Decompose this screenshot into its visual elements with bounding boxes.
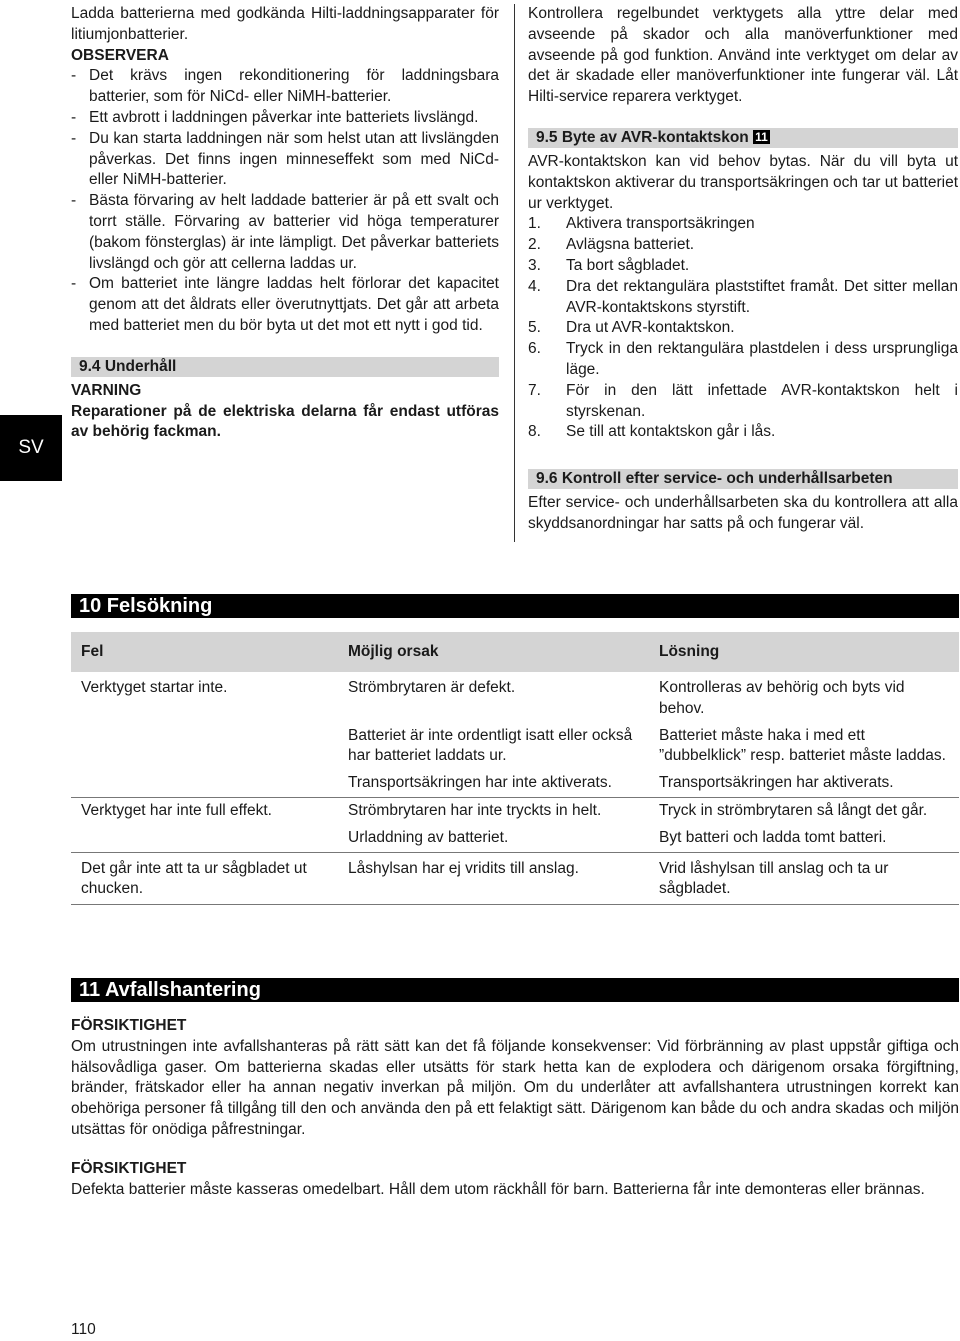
note-title: OBSERVERA — [71, 46, 169, 64]
right-column — [528, 4, 958, 535]
solution-cell: Byt batteri och ladda tomt batteri. — [659, 828, 887, 846]
fault-cell — [71, 723, 338, 771]
section-9-5-text: AVR-kontaktskon kan vid behov bytas. När du vill byta ut kontaktskon aktiverar du transportsäkringen och tar ut batteriet ur verktyget. — [528, 152, 958, 212]
solution-cell: Vrid låshylsan till anslag och ta ur sågbladet. — [649, 852, 959, 905]
page-number: 110 — [71, 1321, 96, 1338]
fault-cell: Verktyget startar inte. — [81, 679, 228, 696]
note-item: - Bästa förvaring av helt laddade batterier är på ett svalt och torrt ställe. Förvaring av batterier vid höga temperaturer (bakom fönsterglas) är inte lämpligt. Det påverkar batteriets livslängd och gör att cellerna laddas ur. — [71, 191, 499, 274]
chapter-10-title: 10 Felsökning — [79, 595, 213, 617]
troubleshooting-table — [71, 632, 959, 905]
fault-cell — [71, 770, 338, 797]
chapter-11-heading — [71, 978, 959, 1002]
table-row — [71, 797, 959, 824]
solution-cell: Batteriet måste haka i med ett ”dubbelklick” resp. batteriet måste laddas. — [659, 726, 946, 765]
section-9-5-title: 9.5 Byte av AVR-kontaktskon — [536, 128, 749, 146]
left-column — [71, 4, 499, 443]
caution-text: Om utrustningen inte avfallshanteras på rätt sätt kan det få följande konsekvenser: Vid förbränning av plast uppstår giftiga och hälsovådliga gaser. Om batterierna skadas eller utsätts för stark hetta kan de explodera och därigenom orsaka förgiftning, bränder, frätskador eller ha annan negativ inverkan på miljön. Om du underlåter att avfallshantera utrustningen korrekt kan obehöriga personer få tillgång till den och använda den på ett felaktigt sätt. Därigenom kan både du och andra skadas och miljön utsättas för onödiga påfrestningar. — [71, 1037, 959, 1138]
solution-cell: Tryck in strömbrytaren så långt det går. — [649, 797, 959, 824]
table-row — [71, 852, 959, 905]
fault-cell: Verktyget har inte full effekt. — [71, 797, 338, 824]
section-9-6-heading: 9.6 Kontroll efter service- och underhållsarbeten — [528, 469, 958, 489]
note-item: - Om batteriet inte längre laddas helt förlorar det kapacitet genom att det åldrats eller överutnyttjats. Det går att arbeta med batteriet men du bör byta ut det mot ett nytt i god tid. — [71, 274, 499, 336]
cause-cell: Urladdning av batteriet. — [348, 828, 509, 846]
note-item: - Det krävs ingen rekonditionering för laddningsbara batterier, som för NiCd- eller NiMH-batterier. — [71, 66, 499, 108]
charging-intro: Ladda batterierna med godkända Hilti-laddningsapparater för litiumjonbatterier. — [71, 5, 499, 43]
section-9-5-heading — [528, 128, 958, 148]
step-item: 4. Dra det rektangulära plaststiftet framåt. Det sitter mellan AVR-kontaktskons styrstift. — [528, 277, 958, 316]
step-item: 3. Ta bort sågbladet. — [528, 256, 690, 274]
cause-cell: Batteriet är inte ordentligt isatt eller också har batteriet laddats ur. — [348, 726, 633, 765]
solution-cell: Transportsäkringen har aktiverats. — [659, 774, 894, 792]
warning-text: Reparationer på de elektriska delarna får endast utföras av behörig fackman. — [71, 402, 499, 441]
section-9-4-heading: 9.4 Underhåll — [71, 357, 499, 377]
column-header: Fel — [71, 632, 338, 672]
table-row — [71, 723, 959, 771]
disposal-section — [71, 1016, 959, 1200]
cause-cell: Transportsäkringen har inte aktiverats. — [348, 774, 612, 792]
maintenance-intro: Kontrollera regelbundet verktygets alla yttre delar med avseende på skador och alla manöverfunktioner med avseende på god funktion. Använd inte verktyget om delar av det är skadade eller manöverfunktioner inte fungerar väl. Låt Hilti-service reparera verktyget. — [528, 5, 958, 106]
step-item: 6. Tryck in den rektangulära plastdelen i dess ursprungliga läge. — [528, 340, 958, 378]
step-item: 8. Se till att kontaktskon går i lås. — [528, 423, 776, 441]
column-header: Möjlig orsak — [338, 632, 649, 672]
note-item: - Ett avbrott i laddningen påverkar inte batteriets livslängd. — [71, 108, 499, 129]
column-header: Lösning — [649, 632, 959, 672]
caution-title: FÖRSIKTIGHET — [71, 1159, 187, 1177]
solution-cell: Kontrolleras av behörig och byts vid behov. — [659, 679, 905, 717]
chapter-11-title: 11 Avfallshantering — [79, 979, 261, 1001]
table-row — [71, 672, 959, 723]
cause-cell: Strömbrytaren har inte tryckts in helt. — [338, 797, 649, 824]
table-row — [71, 770, 959, 797]
step-item: 1. Aktivera transportsäkringen — [528, 215, 755, 233]
cause-cell: Strömbrytaren är defekt. — [348, 679, 516, 696]
chapter-10-heading — [71, 594, 959, 618]
table-header-row — [71, 632, 959, 672]
table-row — [71, 825, 959, 852]
step-item: 5. Dra ut AVR-kontaktskon. — [528, 319, 735, 337]
section-9-6-text: Efter service- och underhållsarbeten ska du kontrollera att alla skyddsanordningar har satts på och fungerar väl. — [528, 494, 958, 532]
caution-text: Defekta batterier måste kasseras omedelbart. Håll dem utom räckhåll för barn. Batterierna får inte demonteras eller brännas. — [71, 1180, 925, 1198]
step-item: 7. För in den lätt infettade AVR-kontaktskon helt i styrskenan. — [528, 381, 958, 420]
warning-title: VARNING — [71, 381, 142, 399]
column-divider — [514, 4, 515, 542]
note-item: - Du kan starta laddningen när som helst utan att livslängden påverkas. Det finns ingen minneseffekt som med NiCd- eller NiMH-batterier. — [71, 129, 499, 191]
caution-title: FÖRSIKTIGHET — [71, 1017, 187, 1034]
cause-cell: Låshylsan har ej vridits till anslag. — [338, 852, 649, 905]
fault-cell: Det går inte att ta ur sågbladet ut chucken. — [71, 852, 338, 905]
language-tab: SV — [0, 415, 62, 481]
fault-cell — [71, 825, 338, 852]
figure-reference: 11 — [755, 129, 768, 144]
step-item: 2. Avlägsna batteriet. — [528, 236, 695, 254]
